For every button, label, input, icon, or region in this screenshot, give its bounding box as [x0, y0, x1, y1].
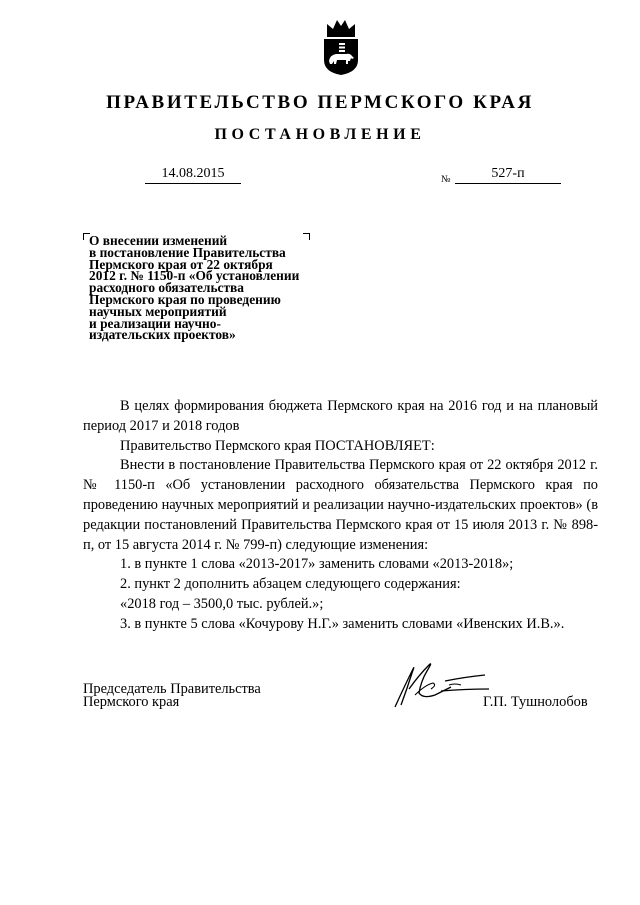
signer-title-line: Пермского края	[83, 694, 180, 710]
number-sign: №	[441, 174, 451, 185]
subject-line: Пермского края по проведению	[89, 291, 281, 307]
body-list-item-1: 1. в пункте 1 слова «2013-2017» заменить словами «2013-2018»;	[120, 556, 514, 573]
subject-line: расходного обязательства	[89, 280, 244, 296]
signer-title	[83, 683, 261, 709]
document-body	[83, 397, 598, 635]
subject-line: Пермского края от 22 октября	[89, 256, 273, 272]
document-subject	[89, 235, 319, 341]
coat-of-arms-icon	[321, 18, 361, 76]
subject-line: О внесении изменений	[89, 233, 228, 248]
government-title: ПРАВИТЕЛЬСТВО ПЕРМСКОГО КРАЯ	[106, 92, 534, 113]
subject-line: в постановление Правительства	[89, 244, 286, 260]
document-type: ПОСТАНОВЛЕНИЕ	[214, 126, 426, 143]
subject-line: научных мероприятий	[89, 303, 227, 319]
body-quote: «2018 год – 3500,0 тыс. рублей.»;	[120, 595, 324, 612]
body-list-item-3: 3. в пункте 5 слова «Кочурову Н.Г.» заменить словами «Ивенских И.В.».	[120, 615, 565, 632]
body-paragraph-amendment: Внести в постановление Правительства Пермского края от 22 октября 2012 г. № 1150-п «Об установлении расходного обязательства Пермского края по проведению научных мероприятий и реализации научно-издательских проектов» (в редакции постановлений Правительства Пермского края от 15 июля 2013 г. № 898-п, от 15 августа 2014 г. № 799-п) следующие изменения:	[83, 457, 598, 553]
body-paragraph-decree: Правительство Пермского края ПОСТАНОВЛЯЕТ:	[120, 437, 435, 454]
subject-line: и реализации научно-	[89, 315, 221, 331]
signer-name: Г.П. Тушнолобов	[483, 694, 588, 710]
subject-line: 2012 г. № 1150-п «Об установлении	[89, 268, 300, 284]
document-number: 527-п	[455, 166, 561, 184]
document-date: 14.08.2015	[145, 166, 241, 184]
subject-line: издательских проектов»	[89, 327, 236, 343]
body-list-item-2: 2. пункт 2 дополнить абзацем следующего содержания:	[120, 576, 461, 593]
signer-title-line: Председатель Правительства	[83, 681, 261, 697]
body-paragraph-preamble: В целях формирования бюджета Пермского края на 2016 год и на плановый период 2017 и 2018 годов	[83, 398, 598, 434]
